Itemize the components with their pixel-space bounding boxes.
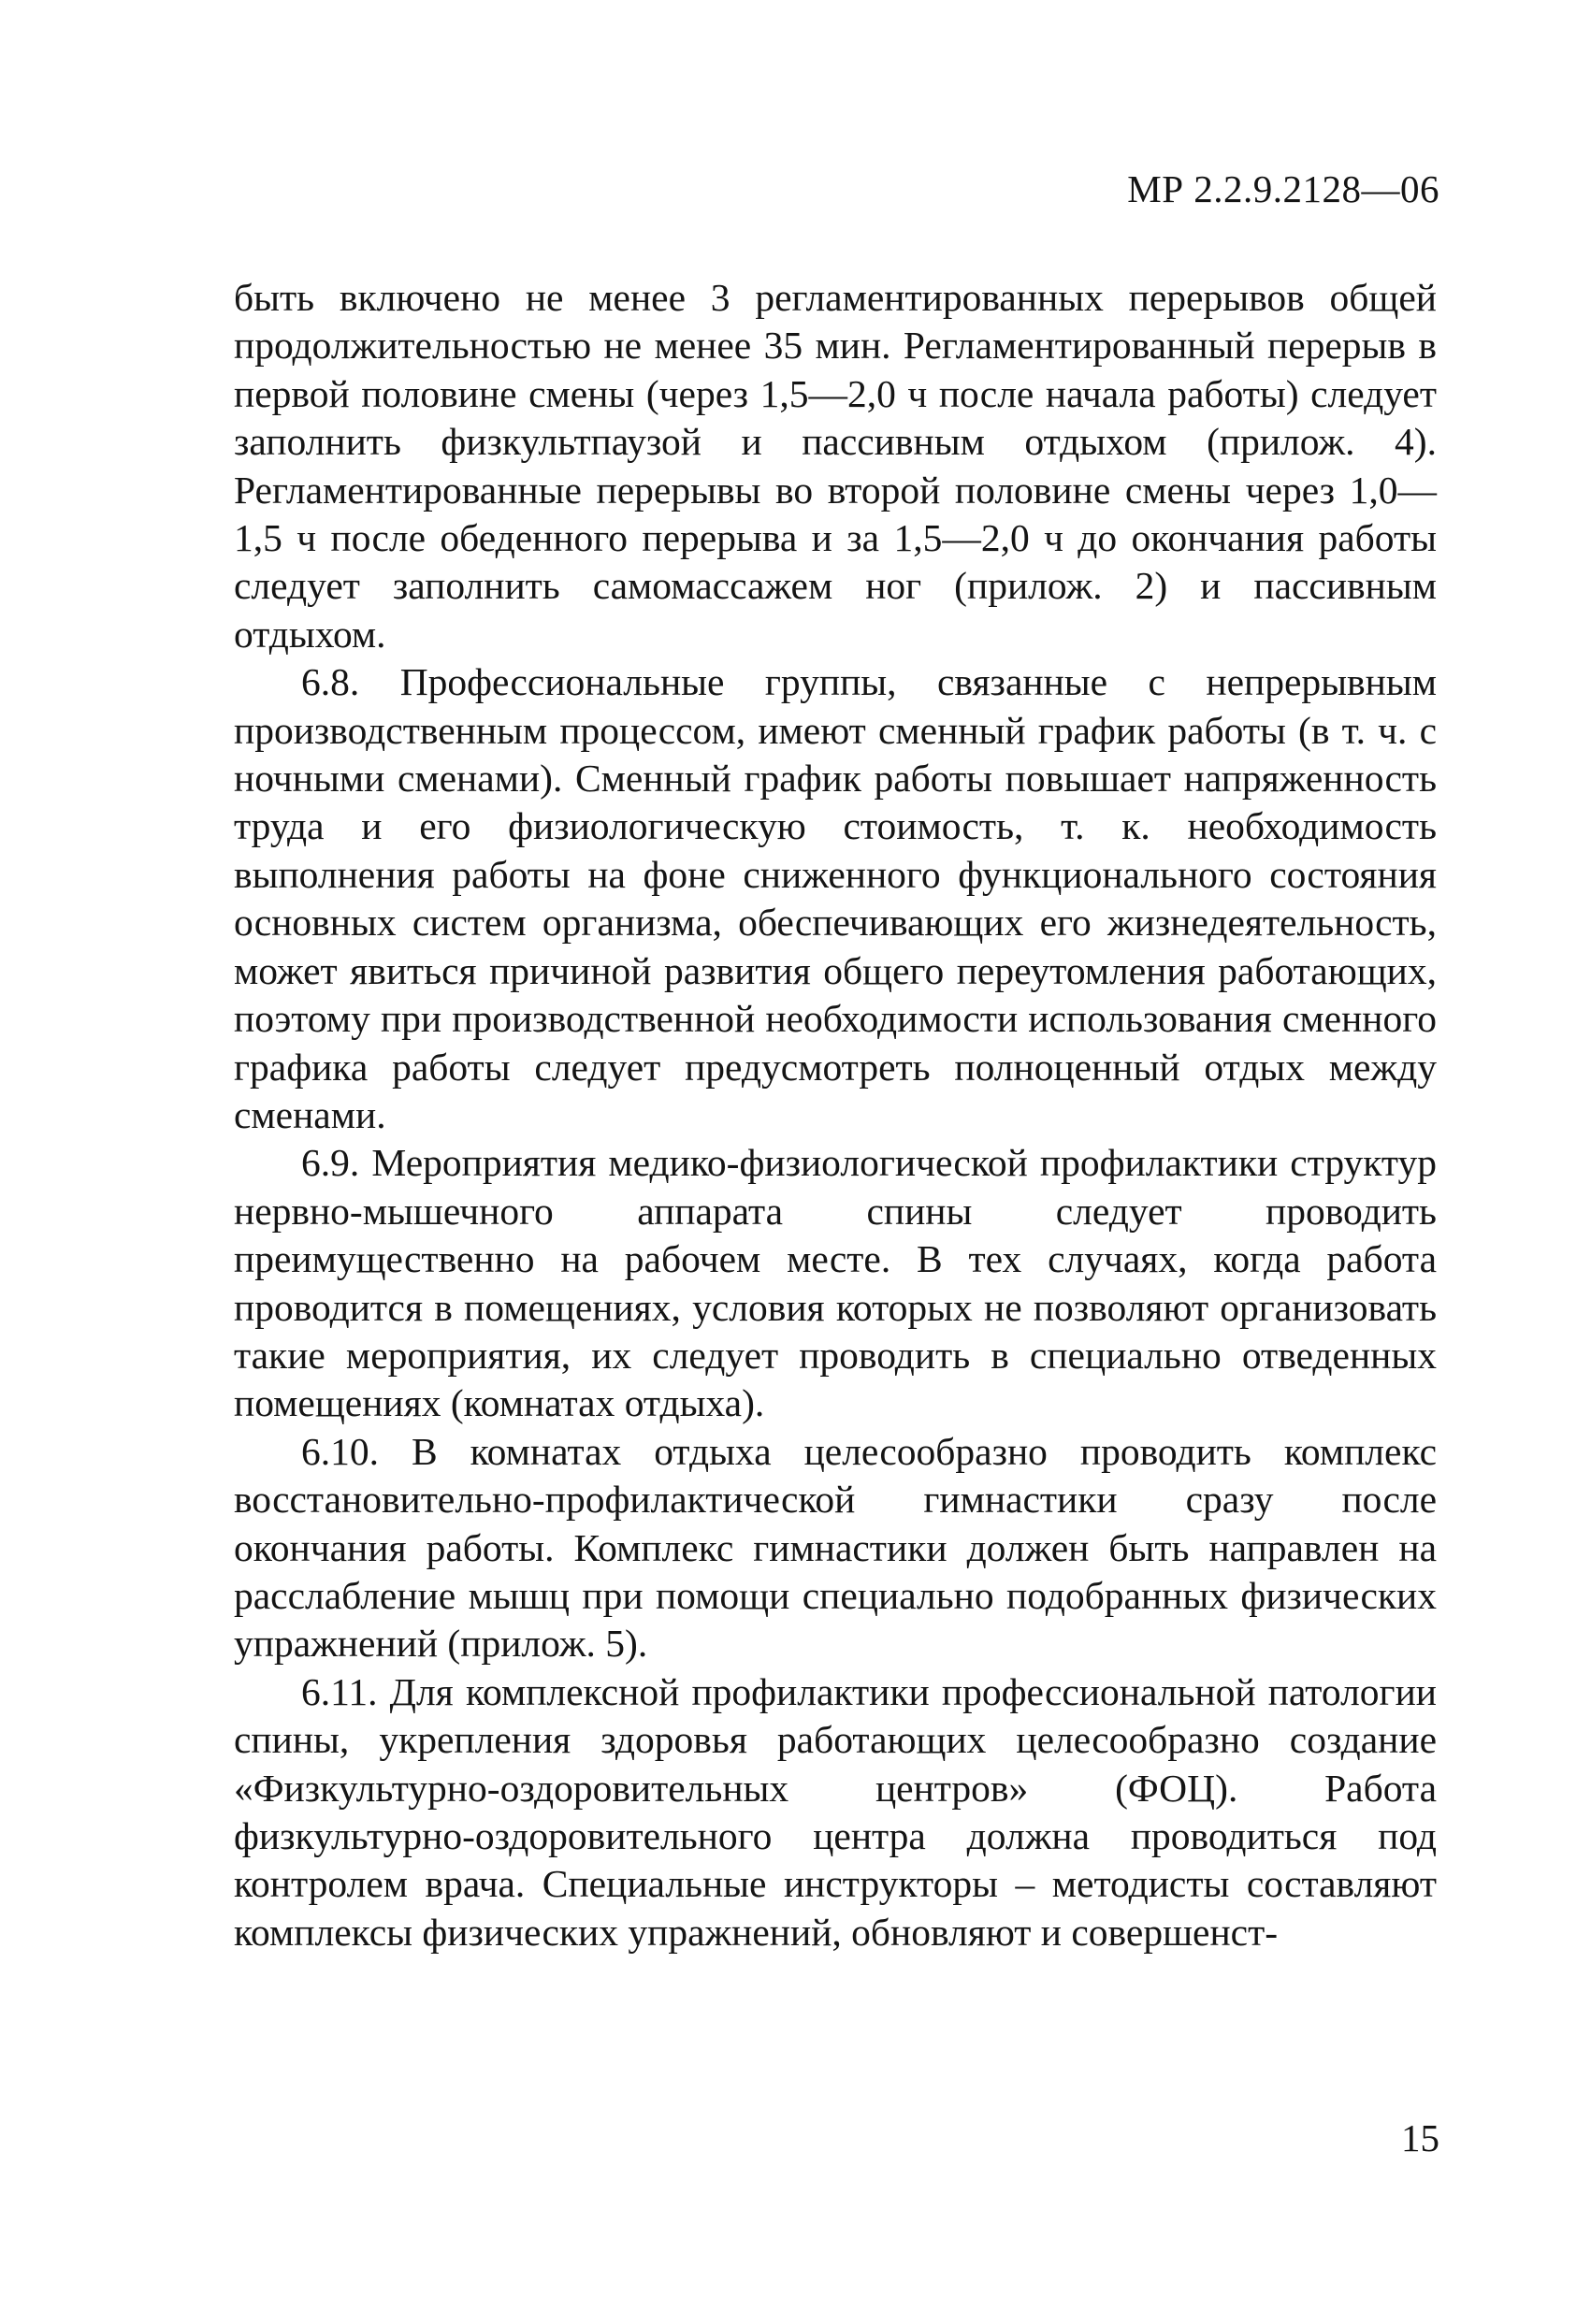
paragraph-continuation: быть включено не менее 3 регламентированных перерывов общей продолжительностью не менее 35 мин. Регламентированный перерыв в первой половине смены (через 1,5—2,0 ч после начала работы) следует заполнить физкультпаузой и пассивным отдыхом (прилож. 4). Регламентированные перерывы во второй половине смены через 1,0—1,5 ч после обеденного перерыва и за 1,5—2,0 ч до окончания работы следует заполнить самомассажем ног (прилож. 2) и пассивным отдыхом. <box>234 276 1437 656</box>
page-number: 15 <box>1401 2116 1439 2159</box>
paragraph-6-11: 6.11. Для комплексной профилактики профессиональной патологии спины, укрепления здоровья работающих целесообразно создание «Физкультурно-оздоровительных центров» (ФОЦ). Работа физкультурно-оздоровительного центра должна проводиться под контролем врача. Специальные инструкторы – методисты составляют комплексы физических упражнений, обновляют и совершенст- <box>234 1669 1437 1954</box>
document-code: МР 2.2.9.2128—06 <box>1127 167 1439 210</box>
body-text <box>234 274 1437 1956</box>
paragraph-6-8: 6.8. Профессиональные группы, связанные с непрерывным производственным процессом, имеют сменный график работы (в т. ч. с ночными сменами). Сменный график работы повышает напряженность труда и его физиологическую стоимость, т. к. необходимость выполнения работы на фоне сниженного функционального состояния основных систем организма, обеспечивающих его жизнедеятельность, может явиться причиной развития общего переутомления работающих, поэтому при производственной необходимости использования сменного графика работы следует предусмотреть полноценный отдых между сменами. <box>234 660 1437 1136</box>
paragraph-6-10: 6.10. В комнатах отдыха целесообразно проводить комплекс восстановительно-профилактической гимнастики сразу после окончания работы. Комплекс гимнастики должен быть направлен на расслабление мышц при помощи специально подобранных физических упражнений (прилож. 5). <box>234 1429 1437 1666</box>
paragraph-6-9: 6.9. Мероприятия медико-физиологической профилактики структур нервно-мышечного аппарата спины следует проводить преимущественно на рабочем месте. В тех случаях, когда работа проводится в помещениях, условия которых не позволяют организовать такие мероприятия, их следует проводить в специально отведенных помещениях (комнатах отдыха). <box>234 1141 1437 1425</box>
